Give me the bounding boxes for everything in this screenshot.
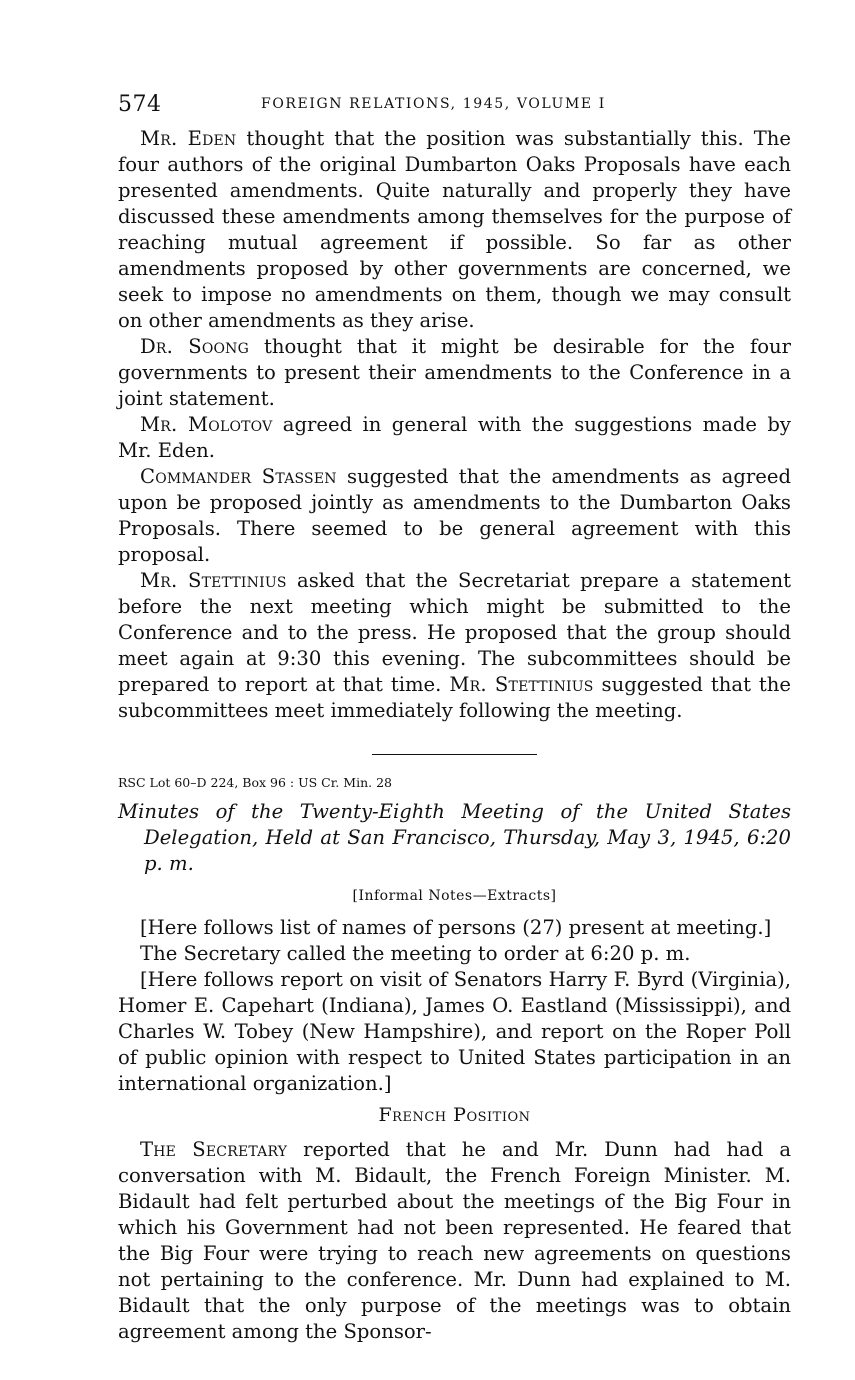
- paragraph-text: suggested that the amendments as agreed upon be proposed jointly as amendments to the Dumbarton Oaks Proposals. There seemed to be general agreement with this proposal.: [118, 465, 792, 566]
- speaker-name: The Secretary: [140, 1138, 288, 1161]
- running-head: [118, 92, 791, 120]
- document-title: Minutes of the Twenty-Eighth Meeting of the United States Delegation, Held at San Francisco, Thursday, May 3, 1945, 6:20 p. m.: [118, 800, 791, 875]
- speaker-name: Mr. Eden: [140, 127, 237, 150]
- running-title: FOREIGN RELATIONS, 1945, VOLUME I: [261, 96, 606, 112]
- speaker-name: Dr. Soong: [140, 335, 250, 358]
- paragraph-eden: [118, 126, 791, 334]
- paragraph-molotov: [118, 412, 791, 464]
- paragraph-text: thought that it might be desirable for the four governments to present their amendments to the Conference in a joint statement.: [118, 335, 791, 410]
- page-number: 574: [118, 92, 162, 117]
- source-note: RSC Lot 60–D 224, Box 96 : US Cr. Min. 28: [118, 775, 392, 790]
- paragraph-stassen: [118, 464, 791, 568]
- paragraph-text: agreed in general with the suggestions made by Mr. Eden.: [118, 413, 792, 462]
- paragraph-text: asked that the Secretariat prepare a statement before the next meeting which might be submitted to the Conference and to the press. He proposed that the group should meet again at 9:30 this evening. The subcommittees should be prepared to report at that time.: [118, 569, 791, 696]
- paragraph-stettinius: [118, 568, 791, 724]
- paragraph-text: reported that he and Mr. Dunn had had a conversation with M. Bidault, the French Foreign Minister. M. Bidault had felt perturbed about the meetings of the Big Four in which his Government had not been represented. He feared that the Big Four were trying to reach new agreements on questions not pertaining to the conference. Mr. Dunn had explained to M. Bidault that the only purpose of the meetings was to obtain agreement among the Sponsor-: [118, 1138, 791, 1343]
- document-subhead: [Informal Notes—Extracts]: [352, 888, 557, 904]
- speaker-name: Mr. Molotov: [140, 413, 273, 436]
- paragraph-text: thought that the position was substantially this. The four authors of the original Dumbarton Oaks Proposals have each presented amendments. Quite naturally and properly they have discussed these amendments among themselves for the purpose of reaching mutual agreement if possible. So far as other amendments proposed by other governments are concerned, we seek to impose no amendments on them, though we may consult on other amendments as they arise.: [118, 127, 791, 332]
- paragraph-attendance: [Here follows list of names of persons (27) present at meeting.]: [140, 916, 772, 939]
- section-divider: [372, 754, 537, 755]
- section-heading: French Position: [378, 1104, 531, 1126]
- paragraph-soong: [118, 334, 791, 412]
- paragraph-french-position: [118, 1137, 791, 1345]
- speaker-name: Commander Stassen: [140, 465, 337, 488]
- speaker-name: Mr. Stettinius: [140, 569, 287, 592]
- document-page: [118, 92, 791, 1345]
- paragraph-text: suggested that the subcommittees meet immediately following the meeting.: [118, 673, 791, 722]
- paragraph-call-to-order: The Secretary called the meeting to order at 6:20 p. m.: [140, 942, 691, 965]
- speaker-name: Mr. Stettinius: [449, 673, 594, 696]
- paragraph-senators-report: [Here follows report on visit of Senators Harry F. Byrd (Virginia), Homer E. Capehart (Indiana), James O. Eastland (Mississippi), and Charles W. Tobey (New Hampshire), and report on the Roper Poll of public opinion with respect to United States participation in an international organization.]: [118, 968, 791, 1095]
